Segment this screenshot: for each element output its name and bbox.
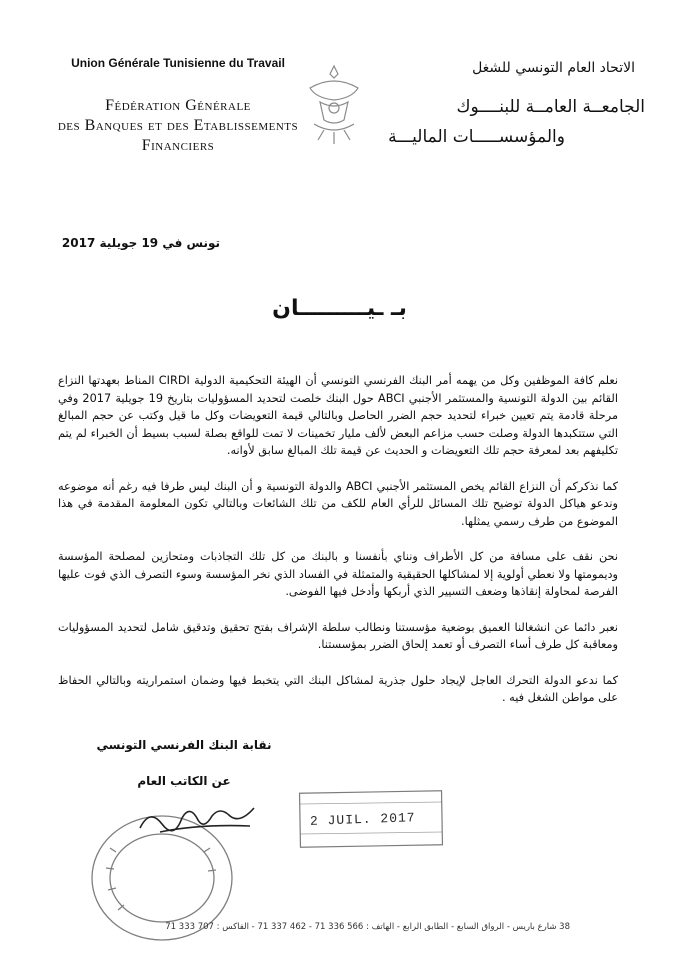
footer-address: 38 شارع باريس - الرواق السابع - الطابق الرابع - الهاتف : 566 336 71 - 462 337 71 - الفاكس : 707 333 71: [165, 922, 570, 932]
eagle-emblem-icon: [300, 58, 368, 148]
union-name-ar: الاتحاد العام التونسي للشغل: [472, 60, 635, 76]
signature-on-behalf: عن الكاتب العام: [137, 774, 231, 788]
federation-name-ar: [375, 92, 645, 152]
document-title: بـ ـيـــــــــان: [272, 296, 407, 321]
body-paragraph: نعلم كافة الموظفين وكل من يهمه أمر البنك الفرنسي التونسي أن الهيئة التحكيمية الدولية CIRDI المناط بعهدتها النزاع القائم بين الدولة التونسية والمستثمر الأجنبي ABCI حول البنك خلصت لتحديد المسؤوليات بتاريخ 19 جويلية 2017 وفي مرحلة قادمة يتم تعيين خبراء لتحديد حجم الضرر الحاصل وبالتالي قيمة التعويضات وكل ما قيل وكتب عن حجم المبالغ التي ستتكبدها الدولة وصلت حسب مزاعم البعض لألف مليار تخمينات لا تمت للواقع بصلة لسبب بسيط أن الخبراء لم يتم تكليفهم بعد لمعرفة حجم تلك التعويضات و الحديث عن قيمة تلك المبالغ سابق لأوانه.: [58, 374, 618, 457]
document-date: تونس في 19 جويلية 2017: [61, 236, 220, 250]
federation-line-fr: Fédération Générale: [105, 97, 251, 114]
federation-line-fr: des Banques et des Etablissements: [57, 117, 299, 134]
header-french: [28, 56, 328, 156]
union-name-fr: Union Générale Tunisienne du Travail: [71, 56, 285, 70]
federation-line-ar: والمؤسســـــات الماليـــة: [388, 127, 565, 147]
body-paragraph: نعبر دائما عن انشغالنا العميق بوضعية مؤسستنا ونطالب سلطة الإشراف بفتح تحقيق وتدقيق شامل لتحديد المسؤوليات ومعاقبة كل طرف أساء التصرف أو تعمد إلحاق الضرر بمؤسستنا.: [58, 620, 618, 651]
signature-org: نقابة البنك الفرنسي التونسي: [96, 738, 272, 752]
header-arabic: [375, 60, 645, 152]
document-body: [58, 372, 618, 725]
stamp-date-text: 2 JUIL. 2017: [309, 810, 416, 829]
federation-name-fr: [28, 96, 328, 156]
federation-line-fr: Financiers: [141, 137, 215, 154]
body-paragraph: كما نذكركم أن النزاع القائم يخص المستثمر الأجنبي ABCI والدولة التونسية و أن البنك ليس طرفا فيه رغم أنه موضوعه وندعو هياكل الدولة توضيح تلك المسائل للرأي العام للكف من تلك الشائعات وبالتالي تكون المعلومة المقدمة في هذا الموضوع من طرف رسمي يمثلها.: [58, 479, 618, 528]
body-paragraph: نحن نقف على مسافة من كل الأطراف ونناي بأنفسنا و بالبنك من كل تلك التجاذبات ومتحازين لمصلحة المؤسسة وديمومتها ولا نعطي أولوية إلا لمشاكلها الحقيقية والمتمثلة في الفساد الذي نخر المؤسسة وسوء التصرف الذي فوت عليها الفرصة لمحاولة إنقاذها وضعف التسيير الذي أربكها وأدخل فيها الفوضى.: [58, 550, 618, 598]
signature-block: [84, 738, 284, 788]
body-paragraph: كما ندعو الدولة التحرك العاجل لإيجاد حلول جذرية لمشاكل البنك التي يتخبط فيها وضمان استمراريته وبالتالي الحفاظ على مواطن الشغل فيه .: [58, 673, 618, 704]
federation-line-ar: الجامعــة العامــة للبنــــوك: [456, 97, 645, 117]
handwritten-signature-icon: [130, 800, 280, 840]
